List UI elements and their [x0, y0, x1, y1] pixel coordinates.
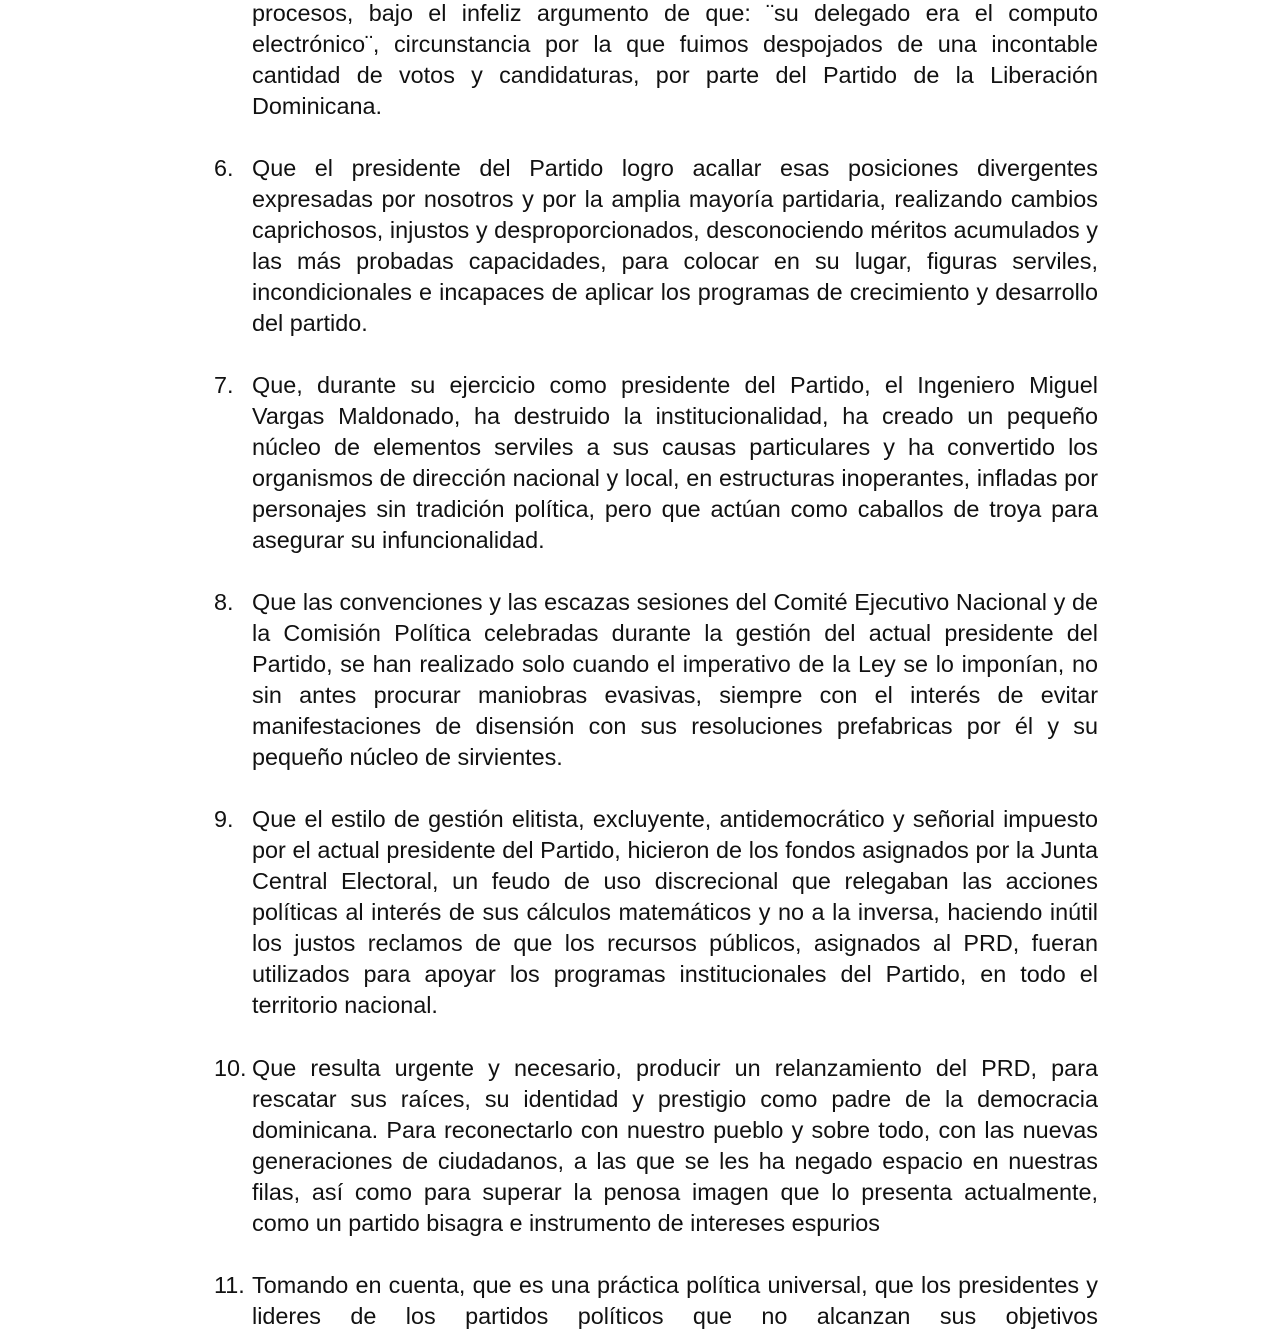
item-text: Que el presidente del Partido logro acallar esas posiciones divergentes expresadas por nosotros y por la amplia mayoría partidaria, realizando cambios caprichosos, injustos y desproporcionados, desconociendo méritos acumulados y las más probadas capacidades, para colocar en su lugar, figuras serviles, incondicionales e incapaces de aplicar los programas de crecimiento y desarrollo del partido.	[252, 155, 1098, 336]
list-item-11	[214, 1270, 1098, 1332]
list-item-6	[214, 153, 1098, 339]
item-text: Tomando en cuenta, que es una práctica política universal, que los presidentes y lideres de los partidos políticos que no alcanzan sus objetivos	[252, 1272, 1098, 1329]
item-number: 8.	[214, 589, 234, 615]
list-item-7	[214, 370, 1098, 556]
list-item-9	[214, 804, 1098, 1021]
list-item-10	[214, 1053, 1098, 1239]
item-number: 6.	[214, 155, 234, 181]
item-text: Que, durante su ejercicio como presidente del Partido, el Ingeniero Miguel Vargas Maldonado, ha destruido la institucionalidad, ha creado un pequeño núcleo de elementos serviles a sus causas particulares y ha convertido los organismos de dirección nacional y local, en estructuras inoperantes, infladas por personajes sin tradición política, pero que actúan como caballos de troya para asegurar su infuncionalidad.	[252, 372, 1098, 553]
item-text: procesos, bajo el infeliz argumento de que: ¨su delegado era el computo electrónico¨, circunstancia por la que fuimos despojados de una incontable cantidad de votos y candidaturas, por parte del Partido de la Liberación Dominicana.	[252, 0, 1098, 119]
item-text: Que resulta urgente y necesario, producir un relanzamiento del PRD, para rescatar sus raíces, su identidad y prestigio como padre de la democracia dominicana. Para reconectarlo con nuestro pueblo y sobre todo, con las nuevas generaciones de ciudadanos, a las que se les ha negado espacio en nuestras filas, así como para superar la penosa imagen que lo presenta actualmente, como un partido bisagra e instrumento de intereses espurios	[252, 1055, 1098, 1236]
item-number: 10.	[214, 1055, 247, 1081]
list-item-continued	[214, 0, 1098, 122]
item-number: 9.	[214, 806, 234, 832]
item-number: 11.	[214, 1272, 245, 1298]
item-text: Que las convenciones y las escazas sesiones del Comité Ejecutivo Nacional y de la Comisión Política celebradas durante la gestión del actual presidente del Partido, se han realizado solo cuando el imperativo de la Ley se lo imponían, no sin antes procurar maniobras evasivas, siempre con el interés de evitar manifestaciones de disensión con sus resoluciones prefabricas por él y su pequeño núcleo de sirvientes.	[252, 589, 1098, 770]
item-text: Que el estilo de gestión elitista, excluyente, antidemocrático y señorial impuesto por el actual presidente del Partido, hicieron de los fondos asignados por la Junta Central Electoral, un feudo de uso discrecional que relegaban las acciones políticas al interés de sus cálculos matemáticos y no a la inversa, haciendo inútil los justos reclamos de que los recursos públicos, asignados al PRD, fueran utilizados para apoyar los programas institucionales del Partido, en todo el territorio nacional.	[252, 806, 1098, 1018]
item-number: 7.	[214, 372, 234, 398]
list-item-8	[214, 587, 1098, 773]
